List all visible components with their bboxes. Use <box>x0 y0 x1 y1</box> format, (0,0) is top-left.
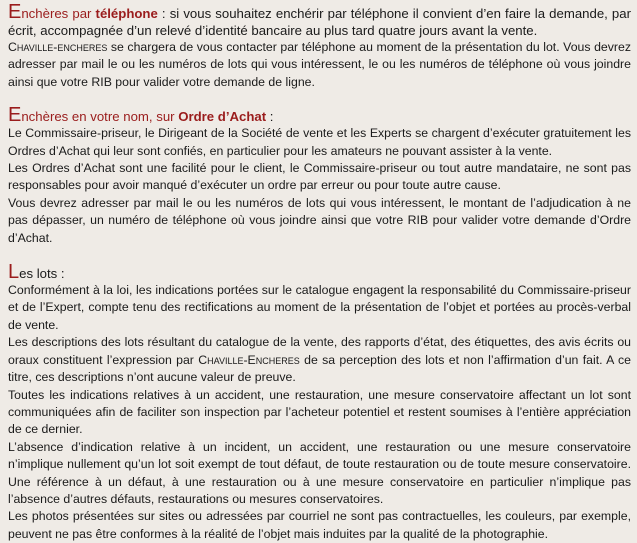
section-orders-heading <box>8 104 631 127</box>
heading-continuation: : <box>266 109 274 125</box>
heading-keyword: Ordre d’Achat <box>178 109 267 125</box>
paragraph: Toutes les indications relatives à un accident, une restauration, une mesure conservatoire affectant un lot sont communiquées afin de faciliter son inspection par l’acheteur potentiel et restent soumises à l’entière appréciation de ce dernier. <box>8 387 631 437</box>
heading-text: nchères en votre nom, sur <box>21 109 179 125</box>
paragraph: Les Ordres d’Achat sont une facilité pour le client, le Commissaire-priseur ou tout autre mandataire, ne sont pas responsables pour avoir manqué d’exécuter un ordre par erreur ou pour toute autre cause. <box>8 161 631 193</box>
heading-text: es lots : <box>19 266 65 282</box>
dropcap: L <box>8 261 20 284</box>
dropcap: E <box>8 104 22 127</box>
heading-keyword: téléphone <box>95 6 158 21</box>
section-purchase-orders <box>8 104 631 247</box>
dropcap: E <box>8 1 22 23</box>
heading-text: nchères par <box>21 6 96 21</box>
company-name: Chaville-encheres <box>8 40 108 54</box>
heading-continuation: : si vous souhaitez enchérir par téléphone il convient d’en faire la demande, par écrit, accompagnée d’un relevé d’identité bancaire au plus tard quatre jours avant la vente. <box>8 6 631 38</box>
paragraph: Conformément à la loi, les indications portées sur le catalogue engagent la responsabilité du Commissaire-priseur et de l’Expert, compte tenu des rectifications au moment de la présentation de l’objet et portées au procès-verbal de vente. <box>8 283 631 332</box>
paragraph: Le Commissaire-priseur, le Dirigeant de la Société de vente et les Experts se chargent d’exécuter gratuitement les Ordres d’Achat qui leur sont confiés, en particulier pour les amateurs ne pouvant assister à la vente. <box>8 126 631 158</box>
company-name: Chaville-Encheres <box>198 352 300 367</box>
paragraph: Les photos présentées sur sites ou adressées par courriel ne sont pas contractuelles, les couleurs, par exemple, peuvent ne pas être conformes à la réalité de l’objet mais induites par la qualité de la photographie. <box>8 509 631 541</box>
section-telephone-heading <box>8 1 631 39</box>
section-telephone-bids <box>8 1 631 91</box>
paragraph: Vous devrez adresser par mail le ou les numéros de lots qui vous intéressent, le montant de l’adjudication à ne pas dépasser, un numéro de téléphone où vous joindre ainsi que votre RIB pour valider votre demande d’Ordre d’Achat. <box>8 195 631 245</box>
paragraph: Les descriptions des lots résultant du catalogue de la vente, des rapports d’état, des étiquettes, des avis écrits ou oraux constituent l’expression par Chaville-Encheres de sa perception des lots et non l’affirmation d’un fait. A ce titre, ces descriptions n’ont aucune valeur de preuve. <box>8 335 632 385</box>
paragraph: L’absence d’indication relative à un incident, un accident, une restauration ou une mesure conservatoire n’implique nullement qu’un lot soit exempt de tout défaut, de toute restauration ou de toute mesure conservatoire. Une référence à un défaut, à une restauration ou à une mesure conservatoire en particulier n’implique pas l’absence d’autres défauts, restaurations ou mesures conservatoires. <box>8 439 631 506</box>
section-lots-heading <box>8 261 631 284</box>
paragraph: Chaville-encheres se chargera de vous contacter par téléphone au moment de la présentation du lot. Vous devrez adresser par mail le ou les numéros de lots qui vous intéressent, le ou les numéros de téléphone où vous joindre ainsi que votre RIB pour valider votre demande de ligne. <box>8 40 631 89</box>
section-lots <box>8 261 632 543</box>
